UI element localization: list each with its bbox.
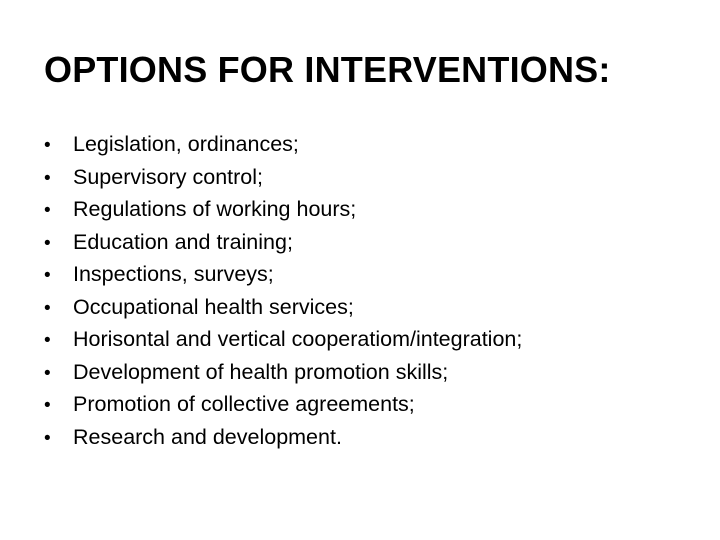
list-item-text: Occupational health services; xyxy=(73,294,354,319)
list-item xyxy=(44,388,522,421)
list-item-text: Education and training; xyxy=(73,229,293,254)
bullet-icon: • xyxy=(44,232,51,254)
bullet-icon: • xyxy=(44,395,51,416)
list-item xyxy=(44,161,522,194)
list-item-text: Promotion of collective agreements; xyxy=(73,392,415,416)
bullet-list xyxy=(44,128,522,453)
list-item-text: Development of health promotion skills; xyxy=(73,359,449,384)
list-item-text: Research and development. xyxy=(73,424,342,449)
list-item xyxy=(44,226,522,259)
list-item xyxy=(44,128,522,161)
list-item xyxy=(44,258,522,291)
bullet-icon: • xyxy=(44,200,51,221)
list-item-text: Inspections, surveys; xyxy=(73,262,274,286)
list-item xyxy=(44,291,522,324)
bullet-icon: • xyxy=(44,297,51,319)
list-item xyxy=(44,193,522,226)
slide-title: OPTIONS FOR INTERVENTIONS: xyxy=(44,49,611,90)
bullet-icon: • xyxy=(44,167,51,189)
list-item xyxy=(44,356,522,389)
list-item xyxy=(44,421,522,454)
list-item-text: Horisontal and vertical cooperatiom/integration; xyxy=(73,327,523,351)
list-item-text: Legislation, ordinances; xyxy=(73,132,299,156)
bullet-icon: • xyxy=(44,265,51,286)
bullet-icon: • xyxy=(44,135,51,156)
bullet-icon: • xyxy=(44,427,51,449)
bullet-icon: • xyxy=(44,362,51,384)
list-item-text: Regulations of working hours; xyxy=(73,197,357,221)
list-item xyxy=(44,323,522,356)
list-item-text: Supervisory control; xyxy=(73,164,263,189)
bullet-icon: • xyxy=(44,330,51,351)
